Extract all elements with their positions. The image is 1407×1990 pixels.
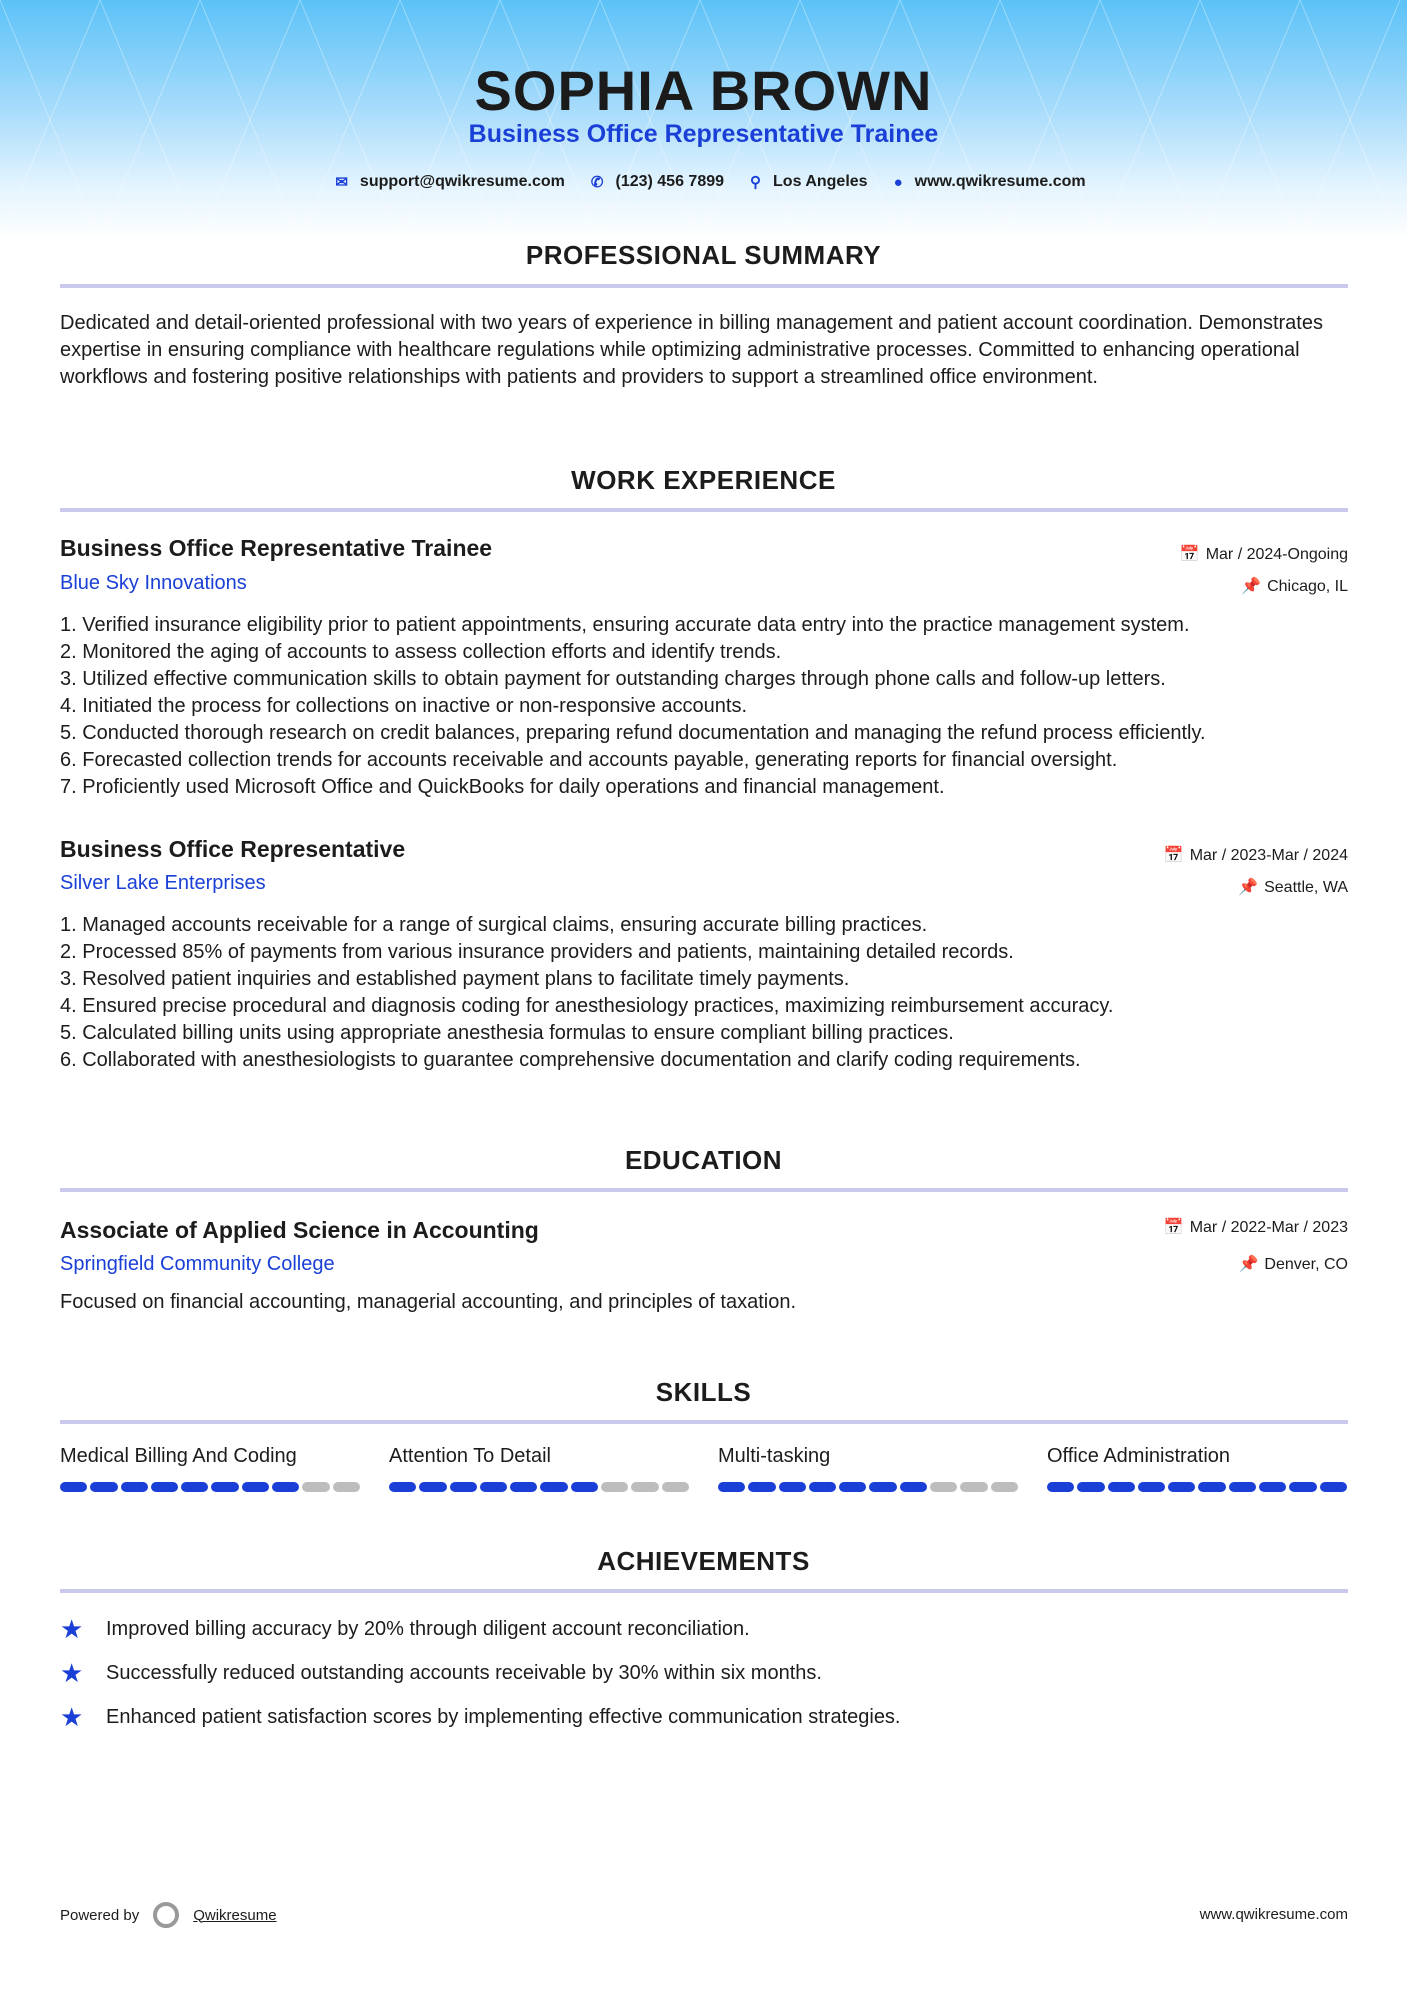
pin-icon: 📌 — [1238, 1256, 1259, 1273]
skill-name: Office Administration — [1047, 1445, 1231, 1467]
skill-segment — [571, 1482, 598, 1492]
job-company: Silver Lake Enterprises — [60, 872, 266, 894]
skill-segment — [930, 1482, 957, 1492]
skill-segment — [748, 1482, 775, 1492]
skill-segment — [869, 1482, 896, 1492]
calendar-icon: 📅 — [1163, 847, 1184, 864]
skill-level-bar — [1047, 1482, 1347, 1492]
calendar-icon: 📅 — [1179, 546, 1200, 563]
experience-heading: WORK EXPERIENCE — [571, 465, 836, 495]
achievement-item — [60, 1614, 750, 1645]
summary-text: Dedicated and detail-oriented professional with two years of experience in billing management and patient account coordination. Demonstrates expertise in ensuring compliance with healthcare regulations while optimizing administrative processes. Committed to enhancing operational workflows and fostering positive relationships with patients and providers to support a streamlined office environment. — [60, 312, 1323, 388]
skill-segment — [181, 1482, 208, 1492]
star-icon: ★ — [60, 1702, 84, 1732]
education-date — [1164, 1217, 1348, 1237]
candidate-title: Business Office Representative Trainee — [468, 120, 939, 148]
skills-heading: SKILLS — [655, 1377, 752, 1407]
contact-website[interactable]: www.qwikresume.com — [914, 173, 1086, 190]
bullet: 4. Initiated the process for collections on inactive or non-responsive accounts. — [60, 695, 748, 717]
skill-item — [60, 1445, 360, 1492]
candidate-name: SOPHIA BROWN — [474, 59, 933, 122]
skill-segment — [1320, 1482, 1347, 1492]
education-date-text: Mar / 2022-Mar / 2023 — [1189, 1219, 1348, 1236]
achievement-item — [60, 1658, 822, 1689]
star-icon: ★ — [60, 1658, 84, 1688]
qwikresume-logo-icon — [153, 1902, 179, 1928]
skill-item — [718, 1445, 1018, 1492]
skill-segment — [1077, 1482, 1104, 1492]
skill-segment — [1198, 1482, 1225, 1492]
job-location-text: Seattle, WA — [1264, 879, 1348, 896]
footer-powered — [60, 1902, 277, 1928]
skill-level-bar — [60, 1482, 360, 1492]
achievement-text: Successfully reduced outstanding accounts receivable by 30% within six months. — [106, 1662, 822, 1684]
skill-segment — [121, 1482, 148, 1492]
skill-segment — [601, 1482, 628, 1492]
bullet: 3. Utilized effective communication skills to obtain payment for outstanding charges through phone calls and follow-up letters. — [60, 668, 1166, 690]
skill-segment — [960, 1482, 987, 1492]
globe-icon: ● — [893, 173, 903, 191]
skill-segment — [809, 1482, 836, 1492]
skill-segment — [151, 1482, 178, 1492]
envelope-icon: ✉ — [335, 174, 348, 191]
calendar-icon: 📅 — [1163, 1219, 1184, 1236]
degree: Associate of Applied Science in Accounting — [60, 1217, 539, 1243]
contact-email[interactable]: support@qwikresume.com — [359, 173, 565, 190]
job-date-text: Mar / 2024-Ongoing — [1205, 546, 1348, 563]
skill-level-bar — [718, 1482, 1018, 1492]
education-description: Focused on financial accounting, managerial accounting, and principles of taxation. — [60, 1291, 797, 1313]
skill-segment — [900, 1482, 927, 1492]
job-company: Blue Sky Innovations — [60, 572, 247, 594]
pin-icon: 📌 — [1238, 879, 1259, 896]
skill-segment — [839, 1482, 866, 1492]
bullet: 5. Calculated billing units using appropriate anesthesia formulas to ensure compliant billing practices. — [60, 1022, 954, 1044]
education-heading: EDUCATION — [624, 1145, 783, 1175]
footer-website[interactable]: www.qwikresume.com — [1199, 1906, 1348, 1923]
map-pin-icon: ⚲ — [750, 174, 762, 191]
skill-segment — [450, 1482, 477, 1492]
skill-segment — [718, 1482, 745, 1492]
bullet: 3. Resolved patient inquiries and established payment plans to facilitate timely payments. — [60, 968, 850, 990]
contact-phone[interactable]: (123) 456 7899 — [615, 173, 725, 190]
skill-segment — [389, 1482, 416, 1492]
skill-name: Attention To Detail — [389, 1445, 551, 1467]
education-location-text: Denver, CO — [1264, 1256, 1348, 1273]
skill-segment — [272, 1482, 299, 1492]
skill-segment — [662, 1482, 689, 1492]
contact-location: Los Angeles — [773, 173, 868, 190]
skill-name: Medical Billing And Coding — [60, 1445, 297, 1467]
skill-segment — [333, 1482, 360, 1492]
brand-link[interactable]: Qwikresume — [193, 1906, 277, 1924]
bullet: 1. Verified insurance eligibility prior to patient appointments, ensuring accurate data entry into the practice management system. — [60, 614, 1190, 636]
job-location — [1241, 576, 1348, 596]
skill-segment — [242, 1482, 269, 1492]
skill-item — [389, 1445, 689, 1492]
skill-item — [1047, 1445, 1347, 1492]
job-title: Business Office Representative — [60, 836, 406, 862]
job-title: Business Office Representative Trainee — [60, 535, 493, 561]
pin-icon: 📌 — [1241, 578, 1262, 595]
skill-segment — [1138, 1482, 1165, 1492]
skill-segment — [1259, 1482, 1286, 1492]
achievement-text: Enhanced patient satisfaction scores by implementing effective communication strategies. — [106, 1706, 901, 1728]
skill-segment — [480, 1482, 507, 1492]
skill-segment — [211, 1482, 238, 1492]
job-bullets — [60, 612, 1360, 801]
divider — [60, 508, 1348, 512]
job-bullets — [60, 912, 1360, 1074]
job-date-text: Mar / 2023-Mar / 2024 — [1189, 847, 1348, 864]
skill-name: Multi-tasking — [718, 1445, 831, 1467]
skill-segment — [302, 1482, 329, 1492]
bullet: 5. Conducted thorough research on credit balances, preparing refund documentation and managing the refund process efficiently. — [60, 722, 1206, 744]
summary-heading: PROFESSIONAL SUMMARY — [525, 240, 882, 270]
skill-segment — [419, 1482, 446, 1492]
skill-level-bar — [389, 1482, 689, 1492]
school: Springfield Community College — [60, 1253, 335, 1275]
divider — [60, 1589, 1348, 1593]
skill-segment — [1047, 1482, 1074, 1492]
job-location-text: Chicago, IL — [1267, 578, 1348, 595]
divider — [60, 284, 1348, 288]
skill-segment — [991, 1482, 1018, 1492]
star-icon: ★ — [60, 1614, 84, 1644]
job-date — [1164, 845, 1348, 865]
skill-segment — [1168, 1482, 1195, 1492]
bullet: 1. Managed accounts receivable for a range of surgical claims, ensuring accurate billing practices. — [60, 914, 928, 936]
bullet: 6. Forecasted collection trends for accounts receivable and accounts payable, generating reports for financial oversight. — [60, 749, 1118, 771]
job-date — [1180, 544, 1348, 564]
bullet: 6. Collaborated with anesthesiologists to guarantee comprehensive documentation and clarify coding requirements. — [60, 1049, 1081, 1071]
achievement-text: Improved billing accuracy by 20% through diligent account reconciliation. — [106, 1618, 750, 1640]
skill-segment — [90, 1482, 117, 1492]
job-location — [1238, 877, 1348, 897]
divider — [60, 1188, 1348, 1192]
bullet: 4. Ensured precise procedural and diagnosis coding for anesthesiology practices, maximizing reimbursement accuracy. — [60, 995, 1114, 1017]
skill-segment — [510, 1482, 537, 1492]
skill-segment — [779, 1482, 806, 1492]
skill-segment — [1289, 1482, 1316, 1492]
education-location — [1238, 1254, 1348, 1274]
skill-segment — [1229, 1482, 1256, 1492]
phone-icon: ✆ — [590, 174, 604, 191]
skill-segment — [1108, 1482, 1135, 1492]
bullet: 2. Processed 85% of payments from various insurance providers and patients, maintaining detailed records. — [60, 941, 1014, 963]
skill-segment — [540, 1482, 567, 1492]
achievements-heading: ACHIEVEMENTS — [597, 1546, 810, 1576]
contact-bar — [0, 173, 1407, 191]
achievement-item — [60, 1702, 901, 1733]
skill-segment — [60, 1482, 87, 1492]
bullet: 7. Proficiently used Microsoft Office and QuickBooks for daily operations and financial management. — [60, 776, 945, 798]
divider — [60, 1420, 1348, 1424]
bullet: 2. Monitored the aging of accounts to assess collection efforts and identify trends. — [60, 641, 782, 663]
skill-segment — [631, 1482, 658, 1492]
powered-by-label: Powered by — [60, 1906, 140, 1924]
